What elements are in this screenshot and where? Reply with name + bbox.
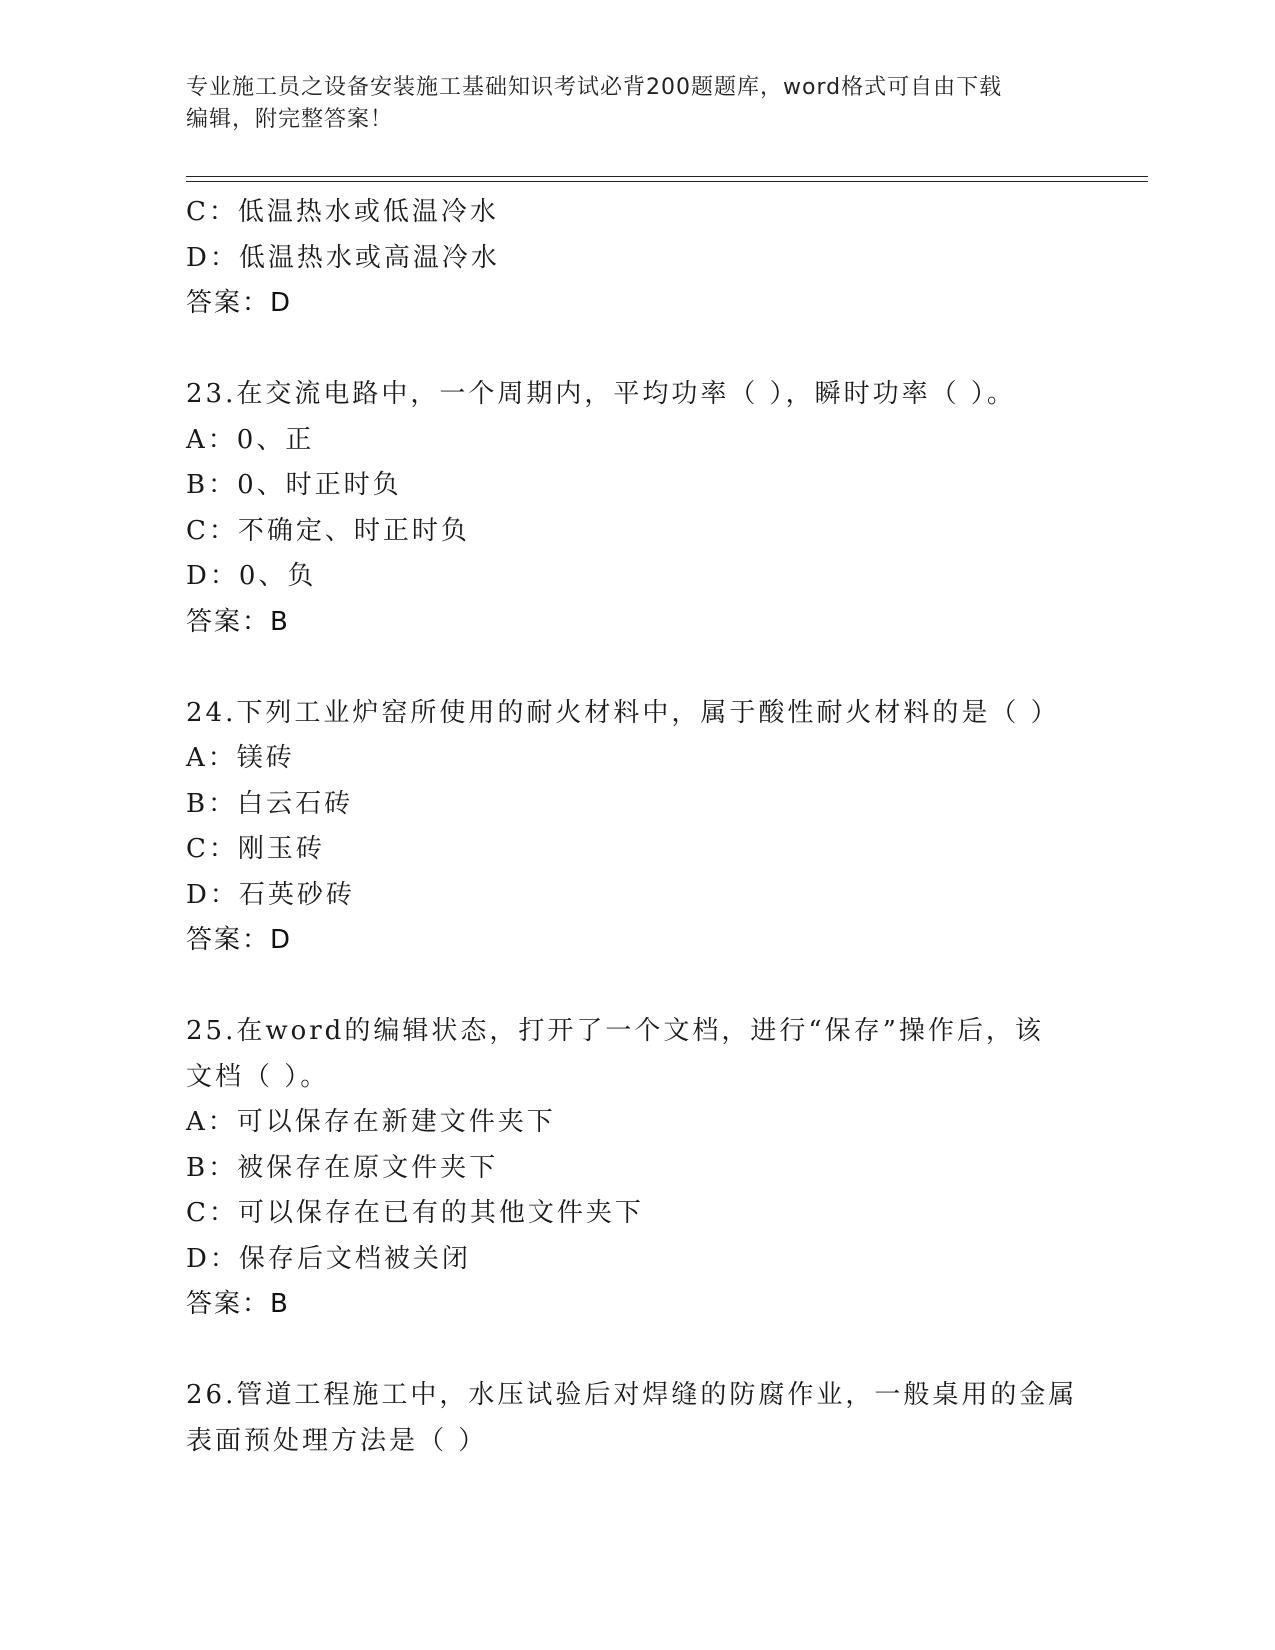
question-23-option-a: A：0、正 <box>186 424 315 455</box>
document-header <box>186 72 1066 136</box>
question-25-option-c: C：可以保存在已有的其他文件夹下 <box>186 1198 644 1228</box>
question-26-stem-line-1: 26.管道工程施工中，水压试验后对焊缝的防腐作业，一般桌用的金属 <box>186 1380 1078 1410</box>
spacer <box>186 327 1086 373</box>
question-24-option-b: B：白云石砖 <box>186 788 354 819</box>
question-25 <box>186 1009 1086 1328</box>
spacer <box>186 1328 1086 1374</box>
question-23-answer: 答案：B <box>186 606 290 637</box>
header-divider-bottom <box>186 181 1148 182</box>
spacer <box>186 964 1086 1010</box>
question-25-stem-line-1: 25.在word的编辑状态，打开了一个文档，进行“保存”操作后，该 <box>186 1016 1044 1046</box>
question-24-option-a: A：镁砖 <box>186 743 295 773</box>
header-title-line-1: 专业施工员之设备安装施工基础知识考试必背200题题库，word格式可自由下载 <box>186 75 1003 100</box>
question-23-stem: 23.在交流电路中，一个周期内，平均功率（ ），瞬时功率（ ）。 <box>186 379 1016 409</box>
question-25-answer: 答案：B <box>186 1289 290 1319</box>
question-25-stem-line-2: 文档（ ）。 <box>186 1061 330 1092</box>
question-22-option-d: D：低温热水或高温冷水 <box>186 242 500 273</box>
spacer <box>186 645 1086 691</box>
question-24-answer: 答案：D <box>186 925 293 955</box>
question-24-stem: 24.下列工业炉窑所使用的耐火材料中，属于酸性耐火材料的是（ ） <box>186 697 1060 728</box>
question-23 <box>186 372 1086 645</box>
question-23-option-d: D：0、负 <box>186 561 317 591</box>
question-25-option-a: A：可以保存在新建文件夹下 <box>186 1107 556 1137</box>
question-25-option-d: D：保存后文档被关闭 <box>186 1243 471 1274</box>
question-23-option-c: C：不确定、时正时负 <box>186 515 470 546</box>
question-25-option-b: B：被保存在原文件夹下 <box>186 1152 499 1183</box>
question-24-option-d: D：石英砂砖 <box>186 879 355 910</box>
question-26 <box>186 1373 1086 1464</box>
question-22-answer: 答案：D <box>186 288 293 318</box>
question-24 <box>186 691 1086 964</box>
question-23-option-b: B：0、时正时负 <box>186 470 402 500</box>
header-title-line-2: 编辑，附完整答案！ <box>186 107 394 132</box>
question-22-tail <box>186 190 1086 327</box>
question-24-option-c: C：刚玉砖 <box>186 834 325 864</box>
question-22-option-c: C：低温热水或低温冷水 <box>186 197 499 227</box>
header-divider-top <box>186 176 1148 177</box>
question-list <box>186 190 1086 1464</box>
question-26-stem-line-2: 表面预处理方法是（ ） <box>186 1425 488 1456</box>
